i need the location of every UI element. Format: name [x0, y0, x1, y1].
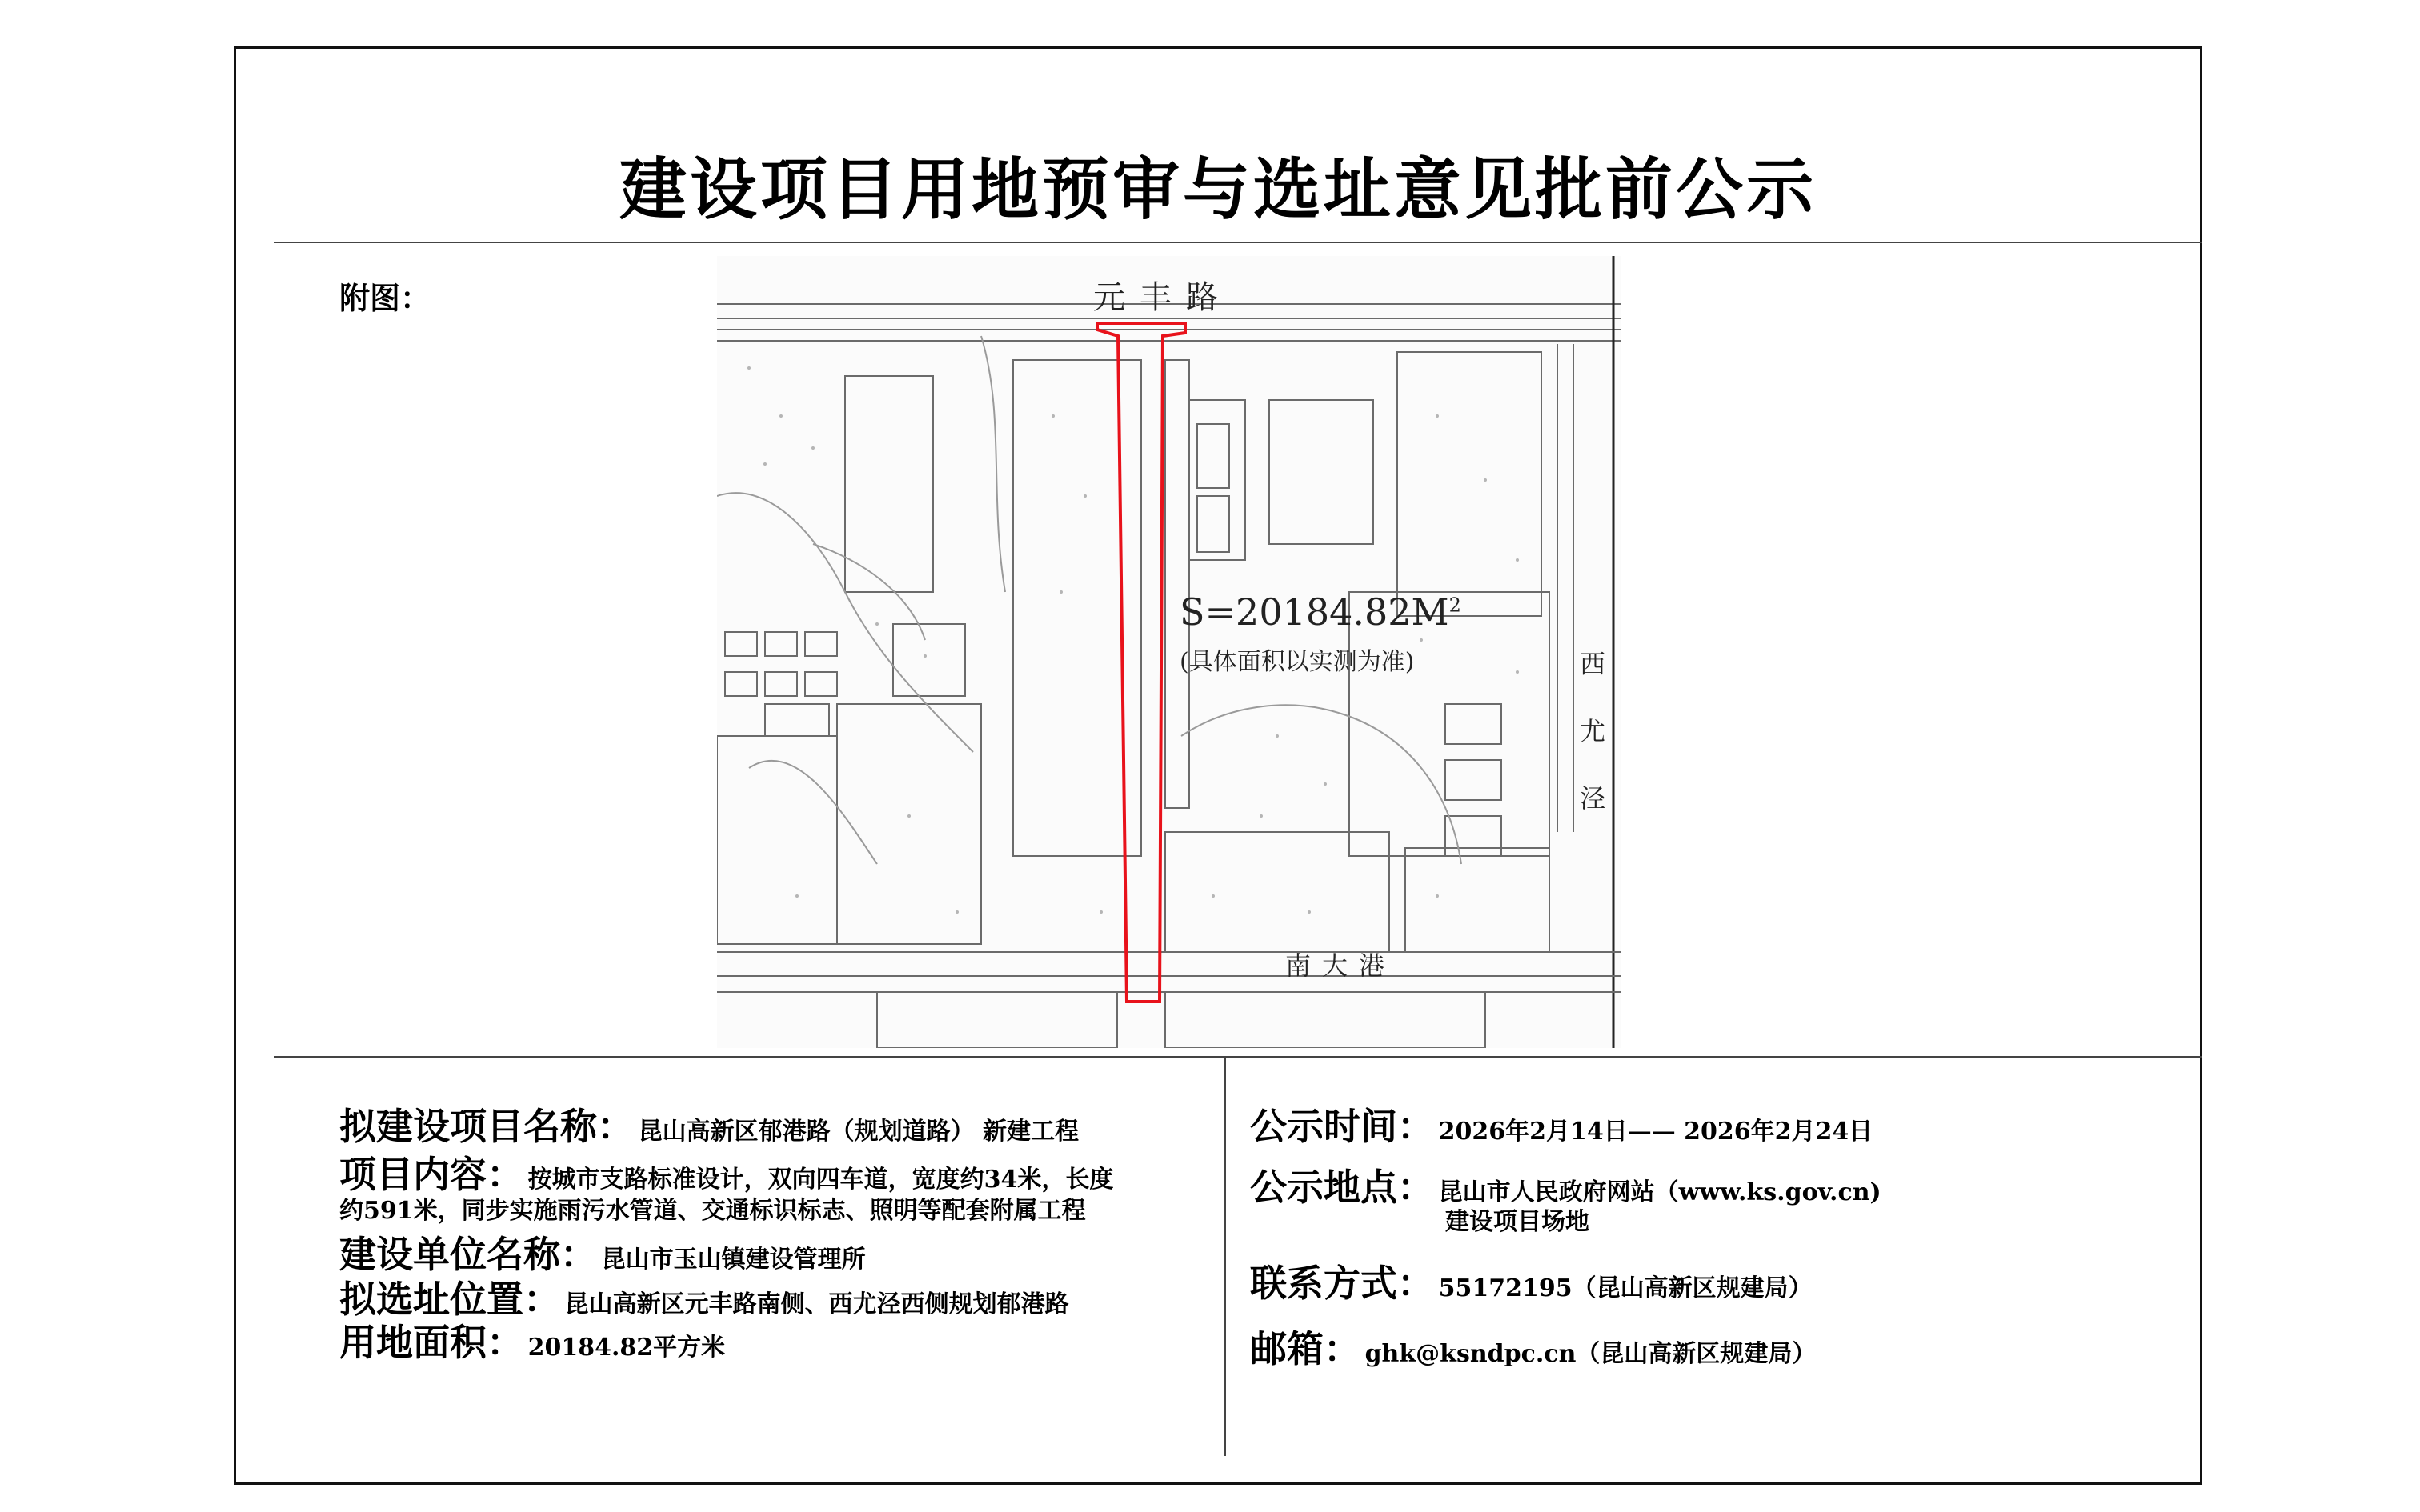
notice-place-label: 公示地点： — [1250, 1166, 1434, 1209]
area-unit-superscript: 2 — [1448, 594, 1461, 617]
contact: 55172195（昆山高新区规建局） — [1438, 1274, 1813, 1302]
area-annotation — [1180, 590, 1461, 634]
land-area-label: 用地面积： — [339, 1321, 523, 1364]
land-area: 20184.82平方米 — [527, 1334, 726, 1362]
map-drawing — [717, 256, 1621, 1048]
email-label: 邮箱： — [1250, 1327, 1360, 1370]
info-column-divider — [1224, 1058, 1226, 1456]
content-label: 项目内容： — [339, 1153, 523, 1196]
river-char: 尤 — [1579, 716, 1605, 746]
south-canal-label: 南大港 — [1285, 950, 1396, 981]
contact-label: 联系方式： — [1250, 1262, 1434, 1305]
location-label: 拟选址位置： — [339, 1278, 560, 1321]
notice-time: 2026年2月14日—— 2026年2月24日 — [1438, 1118, 1873, 1146]
project-name: 昆山高新区郁港路（规划道路） 新建工程 — [638, 1118, 1080, 1146]
river-char: 泾 — [1579, 783, 1605, 814]
construction-unit-label: 建设单位名称： — [339, 1233, 597, 1276]
notice-time-label: 公示时间： — [1250, 1105, 1434, 1148]
content-line-1: 按城市支路标准设计，双向四车道，宽度约34米，长度 — [527, 1166, 1114, 1194]
page-title: 建设项目用地预审与选址意见批前公示 — [619, 150, 1817, 229]
river-char: 西 — [1579, 649, 1605, 679]
title-divider — [274, 242, 2202, 243]
project-name-label: 拟建设项目名称： — [339, 1105, 634, 1148]
north-road-label: 元丰路 — [1093, 279, 1232, 316]
location: 昆山高新区元丰路南侧、西尤泾西侧规划郁港路 — [564, 1290, 1069, 1318]
construction-unit: 昆山市玉山镇建设管理所 — [601, 1246, 866, 1274]
area-note: (具体面积以实测为准) — [1180, 648, 1415, 676]
site-map — [717, 256, 1621, 1048]
map-texture — [747, 366, 1519, 914]
east-river-label — [1577, 630, 1609, 832]
content-line-2: 约591米，同步实施雨污水管道、交通标识标志、照明等配套附属工程 — [339, 1197, 1086, 1225]
notice-place-line-2: 建设项目场地 — [1445, 1208, 1589, 1236]
figure-label: 附图： — [339, 280, 431, 316]
area-value: S=20184.82M — [1180, 590, 1449, 634]
map-divider — [274, 1056, 2202, 1058]
email[interactable]: ghk@ksndpc.cn（昆山高新区规建局） — [1364, 1340, 1817, 1368]
notice-place-line-1: 昆山市人民政府网站（www.ks.gov.cn) — [1438, 1178, 1881, 1206]
